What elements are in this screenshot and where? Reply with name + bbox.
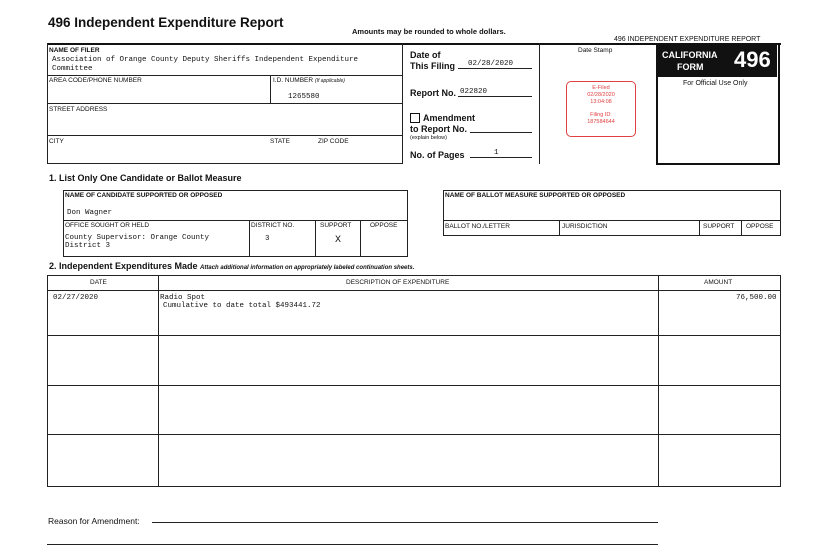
row1-amount: 76,500.00 [736, 294, 777, 302]
form-title: 496 Independent Expenditure Report [48, 15, 284, 30]
official-use-label: For Official Use Only [683, 80, 748, 87]
office-label: OFFICE SOUGHT OR HELD [65, 222, 150, 229]
jurisdiction-label: JURISDICTION [562, 223, 608, 230]
city-label: CITY [49, 138, 64, 145]
filer-name-line1: Association of Orange County Deputy Sheriffs Independent Expenditure [52, 56, 359, 64]
candidate-name-value: Don Wagner [67, 209, 113, 217]
ballot-no-label: BALLOT NO./LETTER [445, 223, 510, 230]
corner-label: 496 INDEPENDENT EXPENDITURE REPORT [614, 36, 761, 43]
district-label: DISTRICT NO. [251, 222, 295, 229]
support-mark: X [335, 235, 342, 246]
candidate-name-label: NAME OF CANDIDATE SUPPORTED OR OPPOSED [65, 192, 223, 199]
id-number-value: 1265580 [288, 93, 320, 101]
filer-name-label: NAME OF FILER [49, 47, 100, 54]
office-value-line1: County Supervisor: Orange County [65, 234, 210, 242]
col-amount-header: AMOUNT [704, 279, 733, 286]
office-value-line2: District 3 [65, 242, 111, 250]
col-date-header: DATE [90, 279, 107, 286]
ballot-measure-label: NAME OF BALLOT MEASURE SUPPORTED OR OPPOSED [445, 192, 626, 199]
support-label: SUPPORT [320, 222, 352, 229]
oppose-label: OPPOSE [370, 222, 398, 229]
id-number-label: I.D. NUMBER (If applicable) [273, 77, 345, 84]
amendment-checkbox[interactable] [410, 113, 420, 123]
row1-date: 02/27/2020 [53, 294, 99, 302]
pages-value: 1 [494, 149, 499, 157]
report-no-label: Report No. [410, 88, 456, 98]
rounding-note: Amounts may be rounded to whole dollars. [352, 27, 506, 36]
bm-support-label: SUPPORT [703, 223, 735, 230]
date-filing-label-1: Date of [410, 50, 441, 60]
street-address-label: STREET ADDRESS [49, 106, 108, 113]
row1-desc-line2: Cumulative to date total $493441.72 [163, 302, 321, 310]
filer-name-line2: Committee [52, 65, 93, 73]
date-stamp-label: Date Stamp [578, 47, 613, 54]
area-code-label: AREA CODE/PHONE NUMBER [49, 77, 142, 84]
col-desc-header: DESCRIPTION OF EXPENDITURE [346, 279, 450, 286]
form-number-box: CALIFORNIA FORM 496 [657, 44, 777, 77]
pages-label: No. of Pages [410, 150, 465, 160]
reason-label: Reason for Amendment: [48, 516, 140, 526]
amendment-label-2: to Report No. [410, 124, 467, 134]
state-label: STATE [270, 138, 290, 145]
date-filing-label-2: This Filing [410, 61, 455, 71]
zip-label: ZIP CODE [318, 138, 349, 145]
amendment-label: Amendment [423, 113, 476, 123]
district-value: 3 [265, 235, 270, 243]
section2-title: 2. Independent Expenditures Made Attach additional information on appropriately labeled continuation sheets. [49, 261, 415, 271]
section1-title: 1. List Only One Candidate or Ballot Measure [49, 173, 242, 183]
bm-oppose-label: OPPOSE [746, 223, 774, 230]
explain-note: (explain below) [410, 135, 447, 141]
report-no-value: 022820 [460, 88, 488, 96]
date-filing-value: 02/28/2020 [468, 60, 514, 68]
efiled-stamp: E-Filed 02/28/2020 13:04:08 Filing ID: 187584644 [566, 81, 636, 137]
row1-desc-line1: Radio Spot [160, 294, 206, 302]
